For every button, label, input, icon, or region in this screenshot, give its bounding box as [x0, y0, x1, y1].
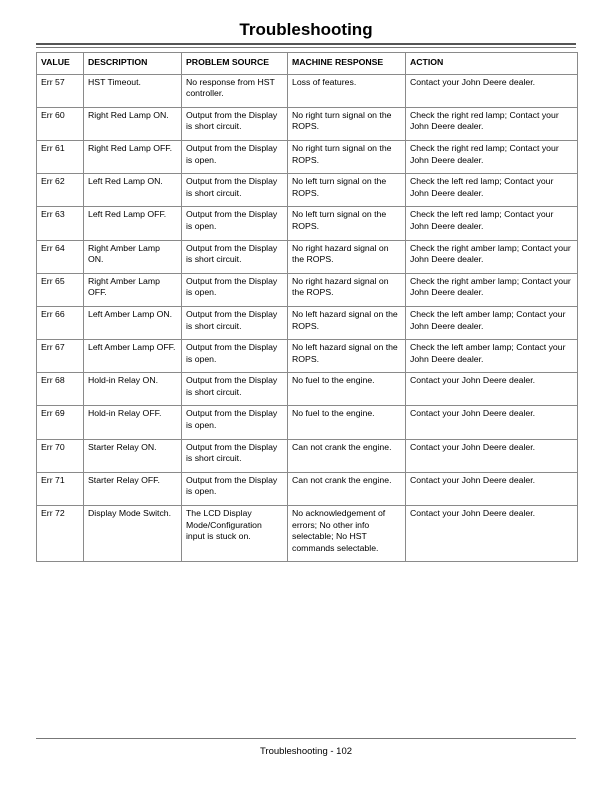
- cell-action: Check the right amber lamp; Contact your John Deere dealer.: [406, 273, 578, 306]
- cell-description: Left Red Lamp OFF.: [84, 207, 182, 240]
- cell-description: HST Timeout.: [84, 74, 182, 107]
- table-row: [37, 306, 578, 339]
- table-body: [37, 74, 578, 562]
- table-row: [37, 340, 578, 373]
- cell-action: Contact your John Deere dealer.: [406, 506, 578, 562]
- cell-problem-source: Output from the Display is short circuit.: [182, 373, 288, 406]
- cell-machine-response: No left hazard signal on the ROPS.: [288, 340, 406, 373]
- table-row: [37, 472, 578, 505]
- cell-machine-response: No fuel to the engine.: [288, 406, 406, 439]
- header-description: DESCRIPTION: [84, 53, 182, 75]
- cell-machine-response: No right hazard signal on the ROPS.: [288, 273, 406, 306]
- table-row: [37, 74, 578, 107]
- cell-machine-response: No left turn signal on the ROPS.: [288, 207, 406, 240]
- cell-action: Check the right amber lamp; Contact your John Deere dealer.: [406, 240, 578, 273]
- cell-problem-source: The LCD Display Mode/Configuration input is stuck on.: [182, 506, 288, 562]
- table-row: [37, 107, 578, 140]
- cell-problem-source: No response from HST controller.: [182, 74, 288, 107]
- cell-description: Starter Relay OFF.: [84, 472, 182, 505]
- cell-action: Check the left amber lamp; Contact your John Deere dealer.: [406, 340, 578, 373]
- cell-machine-response: No right turn signal on the ROPS.: [288, 140, 406, 173]
- cell-machine-response: Loss of features.: [288, 74, 406, 107]
- cell-problem-source: Output from the Display is short circuit.: [182, 240, 288, 273]
- cell-problem-source: Output from the Display is open.: [182, 140, 288, 173]
- header-problem-source: PROBLEM SOURCE: [182, 53, 288, 75]
- table-row: [37, 174, 578, 207]
- title-rule: [36, 43, 576, 45]
- cell-value: Err 61: [37, 140, 84, 173]
- header-machine-response: MACHINE RESPONSE: [288, 53, 406, 75]
- page-title: Troubleshooting: [239, 20, 373, 39]
- cell-value: Err 63: [37, 207, 84, 240]
- cell-machine-response: No left hazard signal on the ROPS.: [288, 306, 406, 339]
- cell-description: Hold-in Relay OFF.: [84, 406, 182, 439]
- header-value: VALUE: [37, 53, 84, 75]
- cell-description: Hold-in Relay ON.: [84, 373, 182, 406]
- cell-value: Err 68: [37, 373, 84, 406]
- cell-machine-response: No right turn signal on the ROPS.: [288, 107, 406, 140]
- cell-action: Contact your John Deere dealer.: [406, 406, 578, 439]
- cell-machine-response: Can not crank the engine.: [288, 439, 406, 472]
- cell-problem-source: Output from the Display is short circuit.: [182, 107, 288, 140]
- table-row: [37, 373, 578, 406]
- cell-action: Contact your John Deere dealer.: [406, 472, 578, 505]
- cell-action: Contact your John Deere dealer.: [406, 439, 578, 472]
- table-row: [37, 439, 578, 472]
- cell-description: Left Amber Lamp OFF.: [84, 340, 182, 373]
- cell-problem-source: Output from the Display is open.: [182, 472, 288, 505]
- cell-description: Starter Relay ON.: [84, 439, 182, 472]
- cell-problem-source: Output from the Display is short circuit.: [182, 174, 288, 207]
- troubleshooting-table: [36, 52, 578, 562]
- cell-machine-response: No right hazard signal on the ROPS.: [288, 240, 406, 273]
- cell-description: Display Mode Switch.: [84, 506, 182, 562]
- cell-description: Left Amber Lamp ON.: [84, 306, 182, 339]
- table-row: [37, 273, 578, 306]
- page-footer: Troubleshooting - 102: [259, 746, 353, 757]
- table-header-row: [37, 53, 578, 75]
- title-rule-secondary: [36, 47, 576, 48]
- cell-action: Contact your John Deere dealer.: [406, 74, 578, 107]
- cell-value: Err 72: [37, 506, 84, 562]
- cell-machine-response: No left turn signal on the ROPS.: [288, 174, 406, 207]
- table-row: [37, 240, 578, 273]
- cell-description: Right Amber Lamp OFF.: [84, 273, 182, 306]
- cell-problem-source: Output from the Display is short circuit.: [182, 306, 288, 339]
- cell-action: Check the left red lamp; Contact your John Deere dealer.: [406, 207, 578, 240]
- cell-description: Right Red Lamp OFF.: [84, 140, 182, 173]
- cell-machine-response: No acknowledgement of errors; No other info selectable; No HST commands selectable.: [288, 506, 406, 562]
- cell-value: Err 69: [37, 406, 84, 439]
- cell-value: Err 71: [37, 472, 84, 505]
- cell-problem-source: Output from the Display is short circuit.: [182, 439, 288, 472]
- table-row: [37, 140, 578, 173]
- cell-problem-source: Output from the Display is open.: [182, 207, 288, 240]
- cell-value: Err 67: [37, 340, 84, 373]
- cell-description: Right Amber Lamp ON.: [84, 240, 182, 273]
- cell-problem-source: Output from the Display is open.: [182, 340, 288, 373]
- footer-rule: [36, 738, 576, 739]
- table-row: [37, 406, 578, 439]
- header-action: ACTION: [406, 53, 578, 75]
- cell-description: Right Red Lamp ON.: [84, 107, 182, 140]
- cell-problem-source: Output from the Display is open.: [182, 273, 288, 306]
- cell-action: Check the right red lamp; Contact your John Deere dealer.: [406, 140, 578, 173]
- cell-action: Check the left amber lamp; Contact your John Deere dealer.: [406, 306, 578, 339]
- cell-value: Err 65: [37, 273, 84, 306]
- cell-value: Err 66: [37, 306, 84, 339]
- cell-value: Err 62: [37, 174, 84, 207]
- cell-machine-response: Can not crank the engine.: [288, 472, 406, 505]
- cell-problem-source: Output from the Display is open.: [182, 406, 288, 439]
- cell-action: Check the right red lamp; Contact your John Deere dealer.: [406, 107, 578, 140]
- cell-value: Err 70: [37, 439, 84, 472]
- cell-description: Left Red Lamp ON.: [84, 174, 182, 207]
- table-row: [37, 207, 578, 240]
- cell-machine-response: No fuel to the engine.: [288, 373, 406, 406]
- cell-value: Err 57: [37, 74, 84, 107]
- cell-value: Err 60: [37, 107, 84, 140]
- cell-action: Contact your John Deere dealer.: [406, 373, 578, 406]
- table-row: [37, 506, 578, 562]
- cell-action: Check the left red lamp; Contact your John Deere dealer.: [406, 174, 578, 207]
- cell-value: Err 64: [37, 240, 84, 273]
